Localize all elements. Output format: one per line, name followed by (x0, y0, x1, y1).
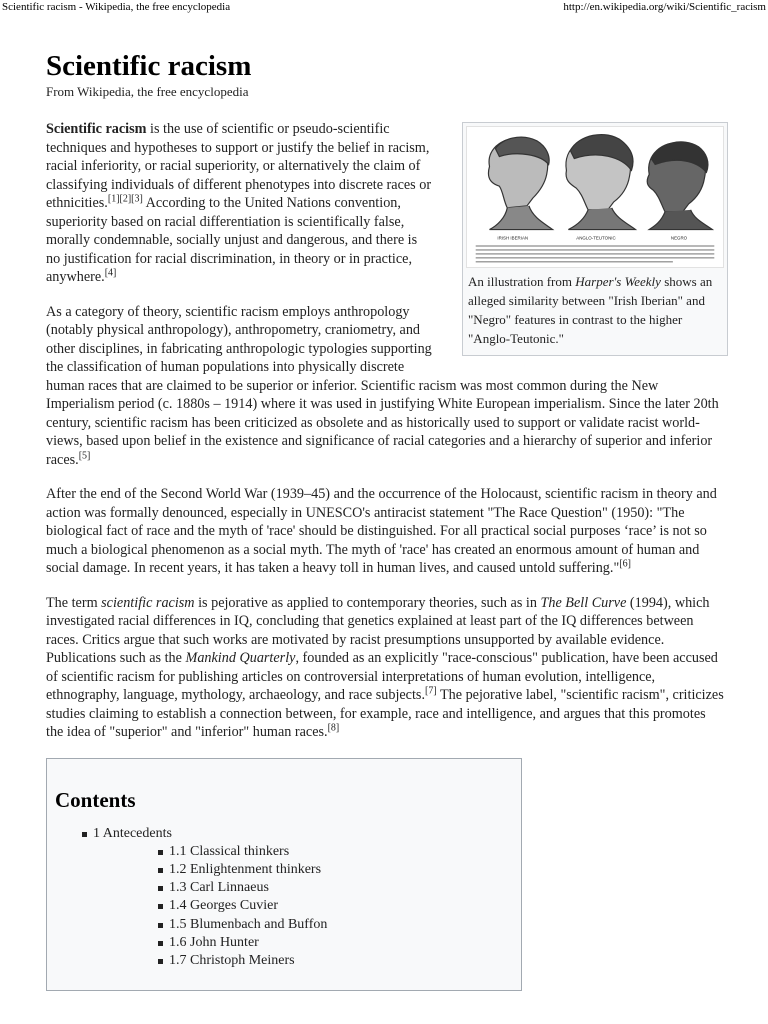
toc-item-georges-cuvier[interactable]: 1.4 Georges Cuvier (93, 897, 513, 915)
head-irish-iberian (488, 137, 552, 229)
figure-thumbnail (462, 122, 728, 356)
figure-caption: An illustration from Harper's Weekly shows an alleged similarity between "Irish Iberian" and "Negro" features in contrast to the higher "Anglo-Teutonic." (468, 274, 713, 346)
toc-list (55, 825, 513, 971)
toc-item-john-hunter[interactable]: 1.6 John Hunter (93, 934, 513, 952)
paragraph-pejorative: The term scientific racism is pejorative as applied to contemporary theories, such as in The Bell Curve (1994), which investigated racial differences in IQ, concluding that genetics explained at least part of the IQ differences between races. Critics argue that such works are motivated by racist presumptions unsupported by available evidence. Publications such as the Mankind Quarterly, founded as an explicitly "race-conscious" publication, have been accused of scientific racism for publishing articles on controversial interpretations of human evolution, intelligence, ethnography, language, mythology, archaeology, and race subjects.[7] The pejorative label, "scientific racism", criticizes studies claiming to establish a connection between, for example, race and intelligence, and argues that this promotes the idea of "superior" and "inferior" human races.[8] (46, 594, 724, 740)
toc-item-carl-linnaeus[interactable]: 1.3 Carl Linnaeus (93, 879, 513, 897)
link-mankind-quarterly[interactable]: Mankind Quarterly (185, 650, 296, 666)
print-header-url: http://en.wikipedia.org/wiki/Scientific_racism (563, 1, 766, 13)
paragraph-postwar: After the end of the Second World War (1939–45) and the occurrence of the Holocaust, scientific racism in theory and action was formally denounced, especially in UNESCO's antiracist statement "The Race Question" (1950): "The biological fact of race and the myth of 'race' should be distinguished. For all practical social purposes ‘race’ is not so much a biological phenomenon as a social myth. The myth of 'race' has created an enormous amount of human and social damage. In recent years, it has taken a heavy toll in human lives, and caused untold suffering."[6] (46, 486, 717, 576)
article-content (46, 48, 726, 991)
citation-1-3[interactable]: [1][2][3] (107, 193, 143, 205)
label-negro: NEGRO (670, 235, 688, 241)
link-bell-curve[interactable]: The Bell Curve (540, 594, 627, 611)
paragraph-intro: Scientific racism is the use of scientific or pseudo-scientific techniques and hypotheses to support or justify the belief in racism, racial inferiority, or racial superiority, or alternatively the claim of classifying individuals of different phenotypes into discrete races or ethnicities.[1][2][3] According to the United Nations convention, superiority based on racial differentiation is scientifically false, morally condemnable, socially unjust and dangerous, and there is no justification for racial discrimination, in theory or in practice, anywhere.[4] (46, 121, 432, 285)
paragraph-theory: As a category of theory, scientific racism employs anthropology (notably physical anthropology), anthropometry, craniometry, and other disciplines, in fabricating anthropologic typologies supporting the classification of human populations into physically discrete human races that are claimed to be superior or inferior. Scientific racism was most common during the New Imperialism period (c. 1880s – 1914) where it was used in justifying White European imperialism. Since the later 20th century, scientific racism has been criticized as obsolete and as historically used to support or validate racist world-views, based upon belief in the existence and significance of racial categories and a hierarchy of superior and inferior races.[5] (46, 303, 719, 468)
toc-title: Contents (55, 787, 136, 812)
print-header (0, 0, 768, 16)
term-scientific-racism: scientific racism (101, 594, 195, 611)
lead-term: Scientific racism (46, 121, 147, 137)
citation-7[interactable]: [7] (425, 685, 437, 697)
table-of-contents (46, 758, 522, 992)
illustration-image[interactable] (466, 126, 724, 268)
caption-publication[interactable]: Harper's Weekly (575, 274, 661, 289)
illustration-fineprint (476, 245, 715, 262)
label-irish-iberian: IRISH IBERIAN (497, 235, 529, 241)
page-title: Scientific racism (46, 50, 252, 82)
citation-8[interactable]: [8] (327, 722, 340, 734)
head-negro (647, 142, 712, 230)
print-header-title: Scientific racism - Wikipedia, the free encyclopedia (2, 1, 231, 13)
citation-6[interactable]: [6] (619, 558, 631, 570)
page-subtitle: From Wikipedia, the free encyclopedia (46, 84, 249, 99)
toc-item-enlightenment-thinkers[interactable]: 1.2 Enlightenment thinkers (93, 861, 513, 879)
citation-4[interactable]: [4] (104, 267, 117, 279)
toc-item-christoph-meiners[interactable]: 1.7 Christoph Meiners (93, 952, 513, 970)
toc-item-antecedents[interactable]: 1 Antecedents 1.1 Classical thinkers 1.2 Enlightenment thinkers 1.3 Carl Linnaeus 1.4 Georges Cuvier 1.5 Blumenbach and Buffon 1.6 John Hunter 1.7 Christoph Meiners (55, 825, 513, 971)
toc-item-blumenbach-buffon[interactable]: 1.5 Blumenbach and Buffon (93, 916, 513, 934)
head-anglo-teutonic (566, 135, 635, 230)
label-anglo-teutonic: ANGLO-TEUTONIC (576, 235, 616, 241)
toc-item-classical-thinkers[interactable]: 1.1 Classical thinkers (93, 843, 513, 861)
citation-5[interactable]: [5] (78, 449, 91, 461)
